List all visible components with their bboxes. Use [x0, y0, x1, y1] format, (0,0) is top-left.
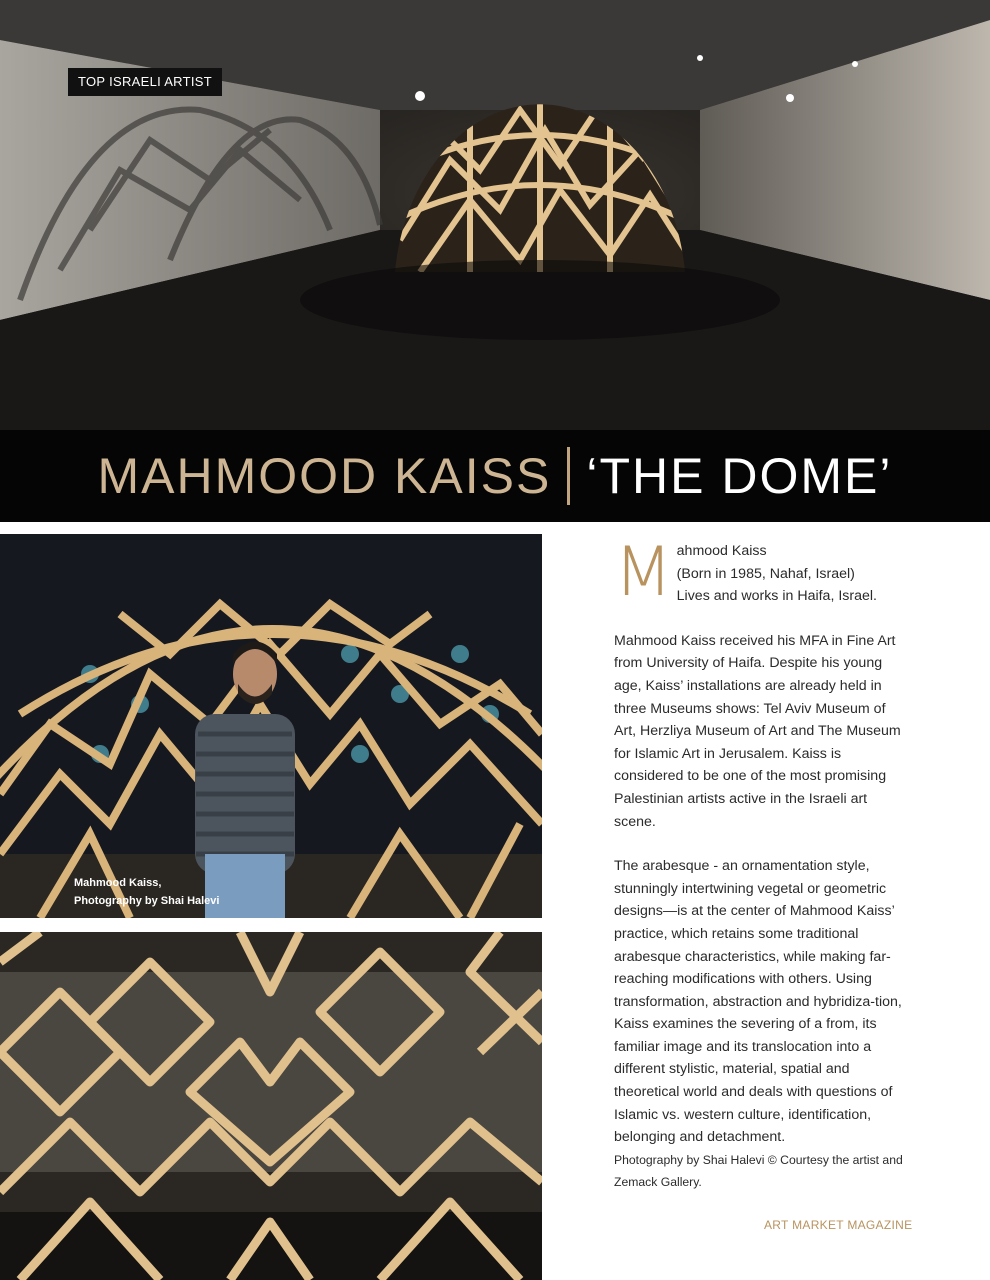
drop-cap: M — [614, 533, 673, 612]
paragraph-2: The arabesque - an ornamentation style, stunningly intertwining vegetal or geometric designs—is at the center of Mahmood Kaiss’ practice, which retains some traditional arabesque characteristics, while making far-reaching modifications with others. Using transformation, abstraction and hybridiza-tion, Kaiss examines the severing of a from, its familiar image and its translocation into a different stylistic, material, spatial and theoretical world and deals with questions of Islamic vs. western culture, identification, belonging and detachment. — [614, 858, 902, 1146]
article-body — [614, 533, 904, 1193]
artist-dome-photo — [0, 534, 542, 918]
paragraph-1: Mahmood Kaiss received his MFA in Fine Art from University of Haifa. Despite his young age, Kaiss’ installations are already held in three Museums shows: Tel Aviv Museum of Art, Herzliya Museum of Art and The Museum for Islamic Art in Jerusalem. Kaiss is considered to be one of the most promising Palestinian artists active in the Israeli art scene. — [614, 632, 901, 830]
hero-image — [0, 0, 990, 522]
artist-portrait-photo — [0, 534, 542, 918]
lattice-detail-photo — [0, 932, 542, 1280]
title-banner — [0, 430, 990, 522]
intro-line-3: Lives and works in Haifa, Israel. — [676, 588, 877, 605]
gallery-dome-photo — [0, 0, 990, 430]
intro-lines — [677, 540, 877, 608]
section-tag: TOP ISRAELI ARTIST — [68, 68, 222, 96]
title-divider — [567, 447, 570, 505]
photo-credits: Photography by Shai Halevi © Courtesy the artist and Zemack Gallery. — [614, 1152, 903, 1189]
artist-name: MAHMOOD KAISS — [97, 448, 552, 504]
caption-line-1: Mahmood Kaiss, — [74, 877, 162, 889]
dome-detail-photo — [0, 932, 542, 1280]
caption-line-2: Photography by Shai Halevi — [74, 895, 220, 907]
article-intro — [614, 533, 904, 612]
photo-caption — [74, 874, 219, 910]
work-title: ‘THE DOME’ — [586, 448, 893, 504]
magazine-footer: ART MARKET MAGAZINE — [764, 1218, 913, 1232]
intro-line-2: (Born in 1985, Nahaf, Israel) — [676, 565, 855, 582]
intro-line-1: ahmood Kaiss — [676, 543, 767, 559]
